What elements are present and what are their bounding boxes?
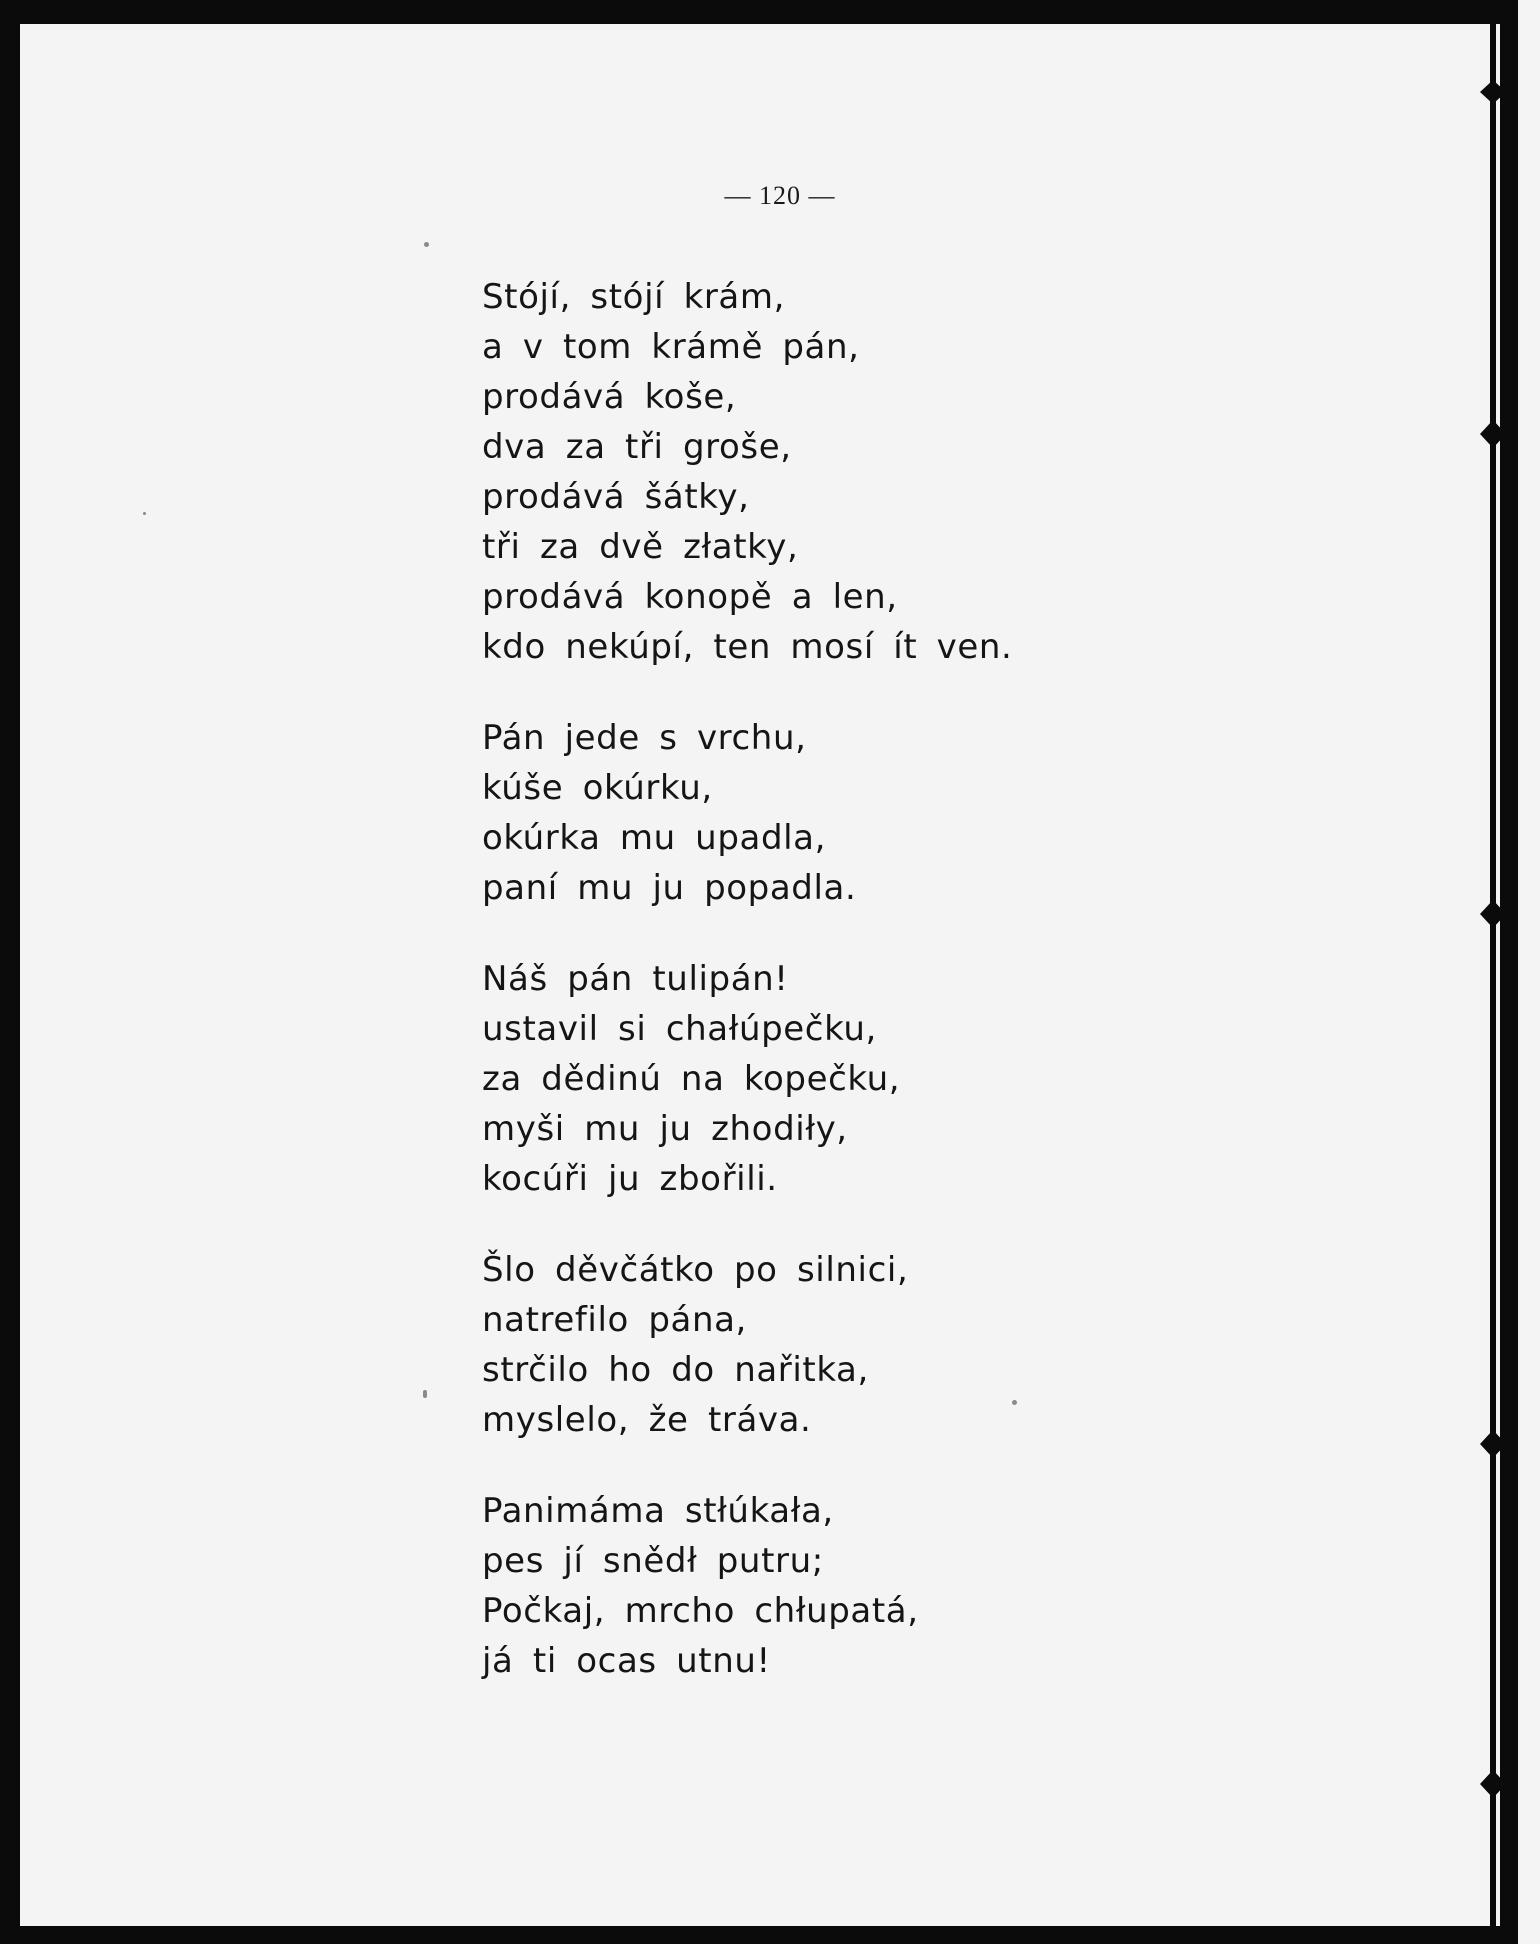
poem-line: myslelo, že tráva. — [482, 1400, 812, 1440]
poem-line: ustavil si chałúpečku, — [482, 1009, 877, 1049]
paper-speck — [424, 242, 429, 247]
stanza — [482, 1486, 1102, 1686]
poem-line: myši mu ju zhodiły, — [482, 1109, 848, 1149]
stanza — [482, 954, 1102, 1204]
poem-line: prodává šátky, — [482, 477, 750, 517]
paper-speck — [423, 1390, 427, 1398]
binding-spine-decoration — [1473, 20, 1513, 1926]
poem-line: Náš pán tulipán! — [482, 959, 789, 999]
poem-text — [482, 272, 1102, 1727]
poem-line: Pán jede s vrchu, — [482, 718, 807, 758]
poem-line: Panimáma stłúkała, — [482, 1491, 834, 1531]
poem-line: prodává koše, — [482, 377, 737, 417]
stanza — [482, 713, 1102, 913]
poem-line: Šlo děvčátko po silnici, — [482, 1250, 909, 1290]
poem-line: kúše okúrku, — [482, 768, 713, 808]
stanza — [482, 1245, 1102, 1445]
poem-line: pes jí snědł putru; — [482, 1541, 824, 1581]
stanza — [482, 272, 1102, 672]
poem-line: dva za tři groše, — [482, 427, 792, 467]
adjacent-page-edge — [1514, 0, 1540, 1944]
paper-speck — [143, 512, 146, 515]
poem-line: tři za dvě złatky, — [482, 527, 799, 567]
poem-line: Počkaj, mrcho chłupatá, — [482, 1591, 919, 1631]
poem-line: kocúři ju zbořili. — [482, 1159, 778, 1199]
poem-line: okúrka mu upadla, — [482, 818, 827, 858]
poem-line: a v tom krámě pán, — [482, 327, 860, 367]
poem-line: natrefilo pána, — [482, 1300, 747, 1340]
poem-line: Stójí, stójí krám, — [482, 277, 786, 317]
poem-line: já ti ocas utnu! — [482, 1641, 771, 1681]
poem-line: strčilo ho do nařitka, — [482, 1350, 869, 1390]
poem-line: paní mu ju popadla. — [482, 868, 857, 908]
poem-line: kdo nekúpí, ten mosí ít ven. — [482, 627, 1013, 667]
poem-line: za dědinú na kopečku, — [482, 1059, 901, 1099]
poem-line: prodává konopě a len, — [482, 577, 898, 617]
page-number: — 120 — — [724, 181, 836, 210]
